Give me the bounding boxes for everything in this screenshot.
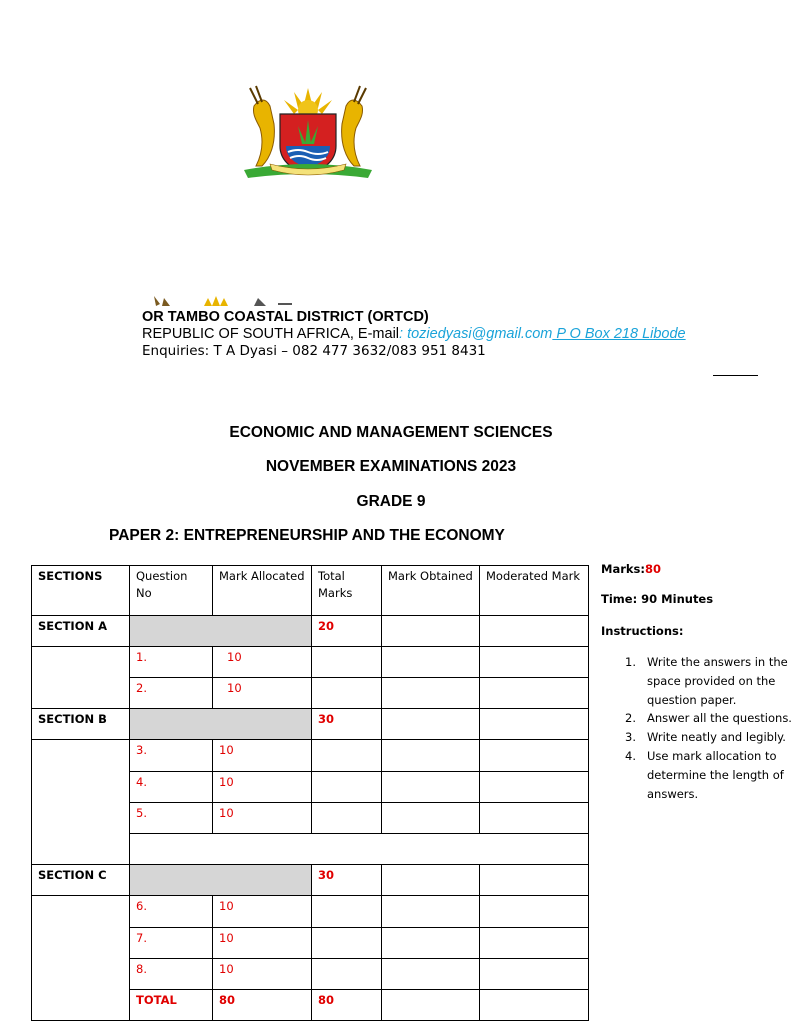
mark-allocated: 10 [213, 647, 312, 678]
instructions-list [603, 653, 797, 803]
time-line: Time: 90 Minutes [601, 592, 714, 606]
marks-value: 80 [644, 562, 661, 576]
header-mark-obtained: Mark Obtained [382, 566, 480, 616]
instructions-label: Instructions: [601, 624, 684, 638]
mark-obtained-cell[interactable] [382, 990, 480, 1021]
marks-table [31, 565, 589, 1021]
mark-allocated: 10 [213, 803, 312, 834]
mark-obtained-cell[interactable] [382, 865, 480, 896]
mark-allocated: 10 [213, 740, 312, 772]
total-label: TOTAL [130, 990, 213, 1021]
po-box-link[interactable]: P O Box 218 Libode [552, 326, 686, 342]
contact-line [142, 326, 686, 342]
question-no: 1. [130, 647, 213, 678]
moderated-mark-cell[interactable] [480, 928, 589, 959]
question-no: 3. [130, 740, 213, 772]
shaded-cell [130, 616, 312, 647]
question-no: 8. [130, 959, 213, 990]
question-no: 5. [130, 803, 213, 834]
mark-obtained-cell[interactable] [382, 709, 480, 740]
list-item: 1. Write the answers in the space provided on the question paper. [625, 655, 788, 707]
subject-title: ECONOMIC AND MANAGEMENT SCIENCES [229, 424, 553, 441]
spacer-cell [130, 834, 589, 865]
total-cell [312, 772, 382, 803]
mark-obtained-cell[interactable] [382, 740, 480, 772]
marks-label: Marks: [601, 562, 645, 576]
moderated-mark-cell[interactable] [480, 709, 589, 740]
total-cell [312, 896, 382, 928]
header-moderated-mark: Moderated Mark [480, 566, 589, 616]
enquiries-line: Enquiries: T A Dyasi – 082 477 3632/083 951 8431 [142, 343, 486, 359]
section-blank-cell [32, 896, 130, 1021]
mark-allocated: 10 [213, 928, 312, 959]
moderated-mark-cell[interactable] [480, 647, 589, 678]
instruction-text: Answer all the questions. [647, 711, 792, 726]
mark-allocated: 10 [213, 959, 312, 990]
list-item: 3. Write neatly and legibly. [625, 730, 786, 745]
mark-obtained-cell[interactable] [382, 647, 480, 678]
republic-text: REPUBLIC OF SOUTH AFRICA, E-mail [142, 326, 400, 342]
mark-obtained-cell[interactable] [382, 959, 480, 990]
moderated-mark-cell[interactable] [480, 803, 589, 834]
total-cell [312, 740, 382, 772]
mark-allocated: 10 [213, 772, 312, 803]
total-mark-allocated: 80 [213, 990, 312, 1021]
moderated-mark-cell[interactable] [480, 959, 589, 990]
mark-obtained-cell[interactable] [382, 928, 480, 959]
divider-line [713, 375, 758, 376]
section-label: SECTION A [32, 616, 130, 647]
question-no: 6. [130, 896, 213, 928]
header-mark-allocated: Mark Allocated [213, 566, 312, 616]
email-link[interactable]: : toziedyasi@gmail.com [399, 326, 553, 342]
mark-obtained-cell[interactable] [382, 772, 480, 803]
section-label: SECTION B [32, 709, 130, 740]
question-no: 7. [130, 928, 213, 959]
header-sections: SECTIONS [32, 566, 130, 616]
mark-allocated: 10 [213, 896, 312, 928]
instruction-text: Use mark allocation to determine the length of answers. [647, 748, 784, 801]
district-name: OR TAMBO COASTAL DISTRICT (ORTCD) [142, 309, 429, 325]
moderated-mark-cell[interactable] [480, 772, 589, 803]
moderated-mark-cell[interactable] [480, 616, 589, 647]
section-total: 30 [312, 865, 382, 896]
header-question-no: Question No [130, 566, 213, 616]
table-row [32, 616, 589, 647]
total-marks: 80 [312, 990, 382, 1021]
table-row [32, 647, 589, 678]
mark-obtained-cell[interactable] [382, 616, 480, 647]
moderated-mark-cell[interactable] [480, 740, 589, 772]
total-cell [312, 803, 382, 834]
exam-title: NOVEMBER EXAMINATIONS 2023 [265, 458, 517, 475]
list-item: 4. Use mark allocation to determine the length of answers. [625, 748, 784, 801]
shaded-cell [130, 865, 312, 896]
coat-of-arms-logo [240, 84, 376, 182]
section-total: 20 [312, 616, 382, 647]
moderated-mark-cell[interactable] [480, 990, 589, 1021]
section-total: 30 [312, 709, 382, 740]
section-blank-cell [32, 647, 130, 709]
total-cell [312, 678, 382, 709]
section-blank-cell [32, 740, 130, 865]
grade-title: GRADE 9 [356, 493, 426, 510]
table-header-row [32, 566, 589, 616]
header-total-marks: Total Marks [312, 566, 382, 616]
question-no: 4. [130, 772, 213, 803]
table-row [32, 896, 589, 928]
mark-obtained-cell[interactable] [382, 896, 480, 928]
table-row [32, 740, 589, 772]
total-cell [312, 647, 382, 678]
moderated-mark-cell[interactable] [480, 896, 589, 928]
shaded-cell [130, 709, 312, 740]
mark-obtained-cell[interactable] [382, 803, 480, 834]
coat-of-arms-fragment [150, 294, 370, 306]
instruction-text: Write neatly and legibly. [647, 730, 786, 745]
instruction-text: Write the answers in the space provided on the question paper. [647, 655, 788, 707]
total-cell [312, 928, 382, 959]
paper-title: PAPER 2: ENTREPRENEURSHIP AND THE ECONOMY [109, 527, 505, 544]
mark-allocated: 10 [213, 678, 312, 709]
moderated-mark-cell[interactable] [480, 865, 589, 896]
list-item: 2. Answer all the questions. [625, 711, 792, 726]
table-row [32, 865, 589, 896]
section-label: SECTION C [32, 865, 130, 896]
marks-line [601, 562, 661, 576]
question-no: 2. [130, 678, 213, 709]
moderated-mark-cell[interactable] [480, 678, 589, 709]
mark-obtained-cell[interactable] [382, 678, 480, 709]
table-row [32, 709, 589, 740]
total-cell [312, 959, 382, 990]
